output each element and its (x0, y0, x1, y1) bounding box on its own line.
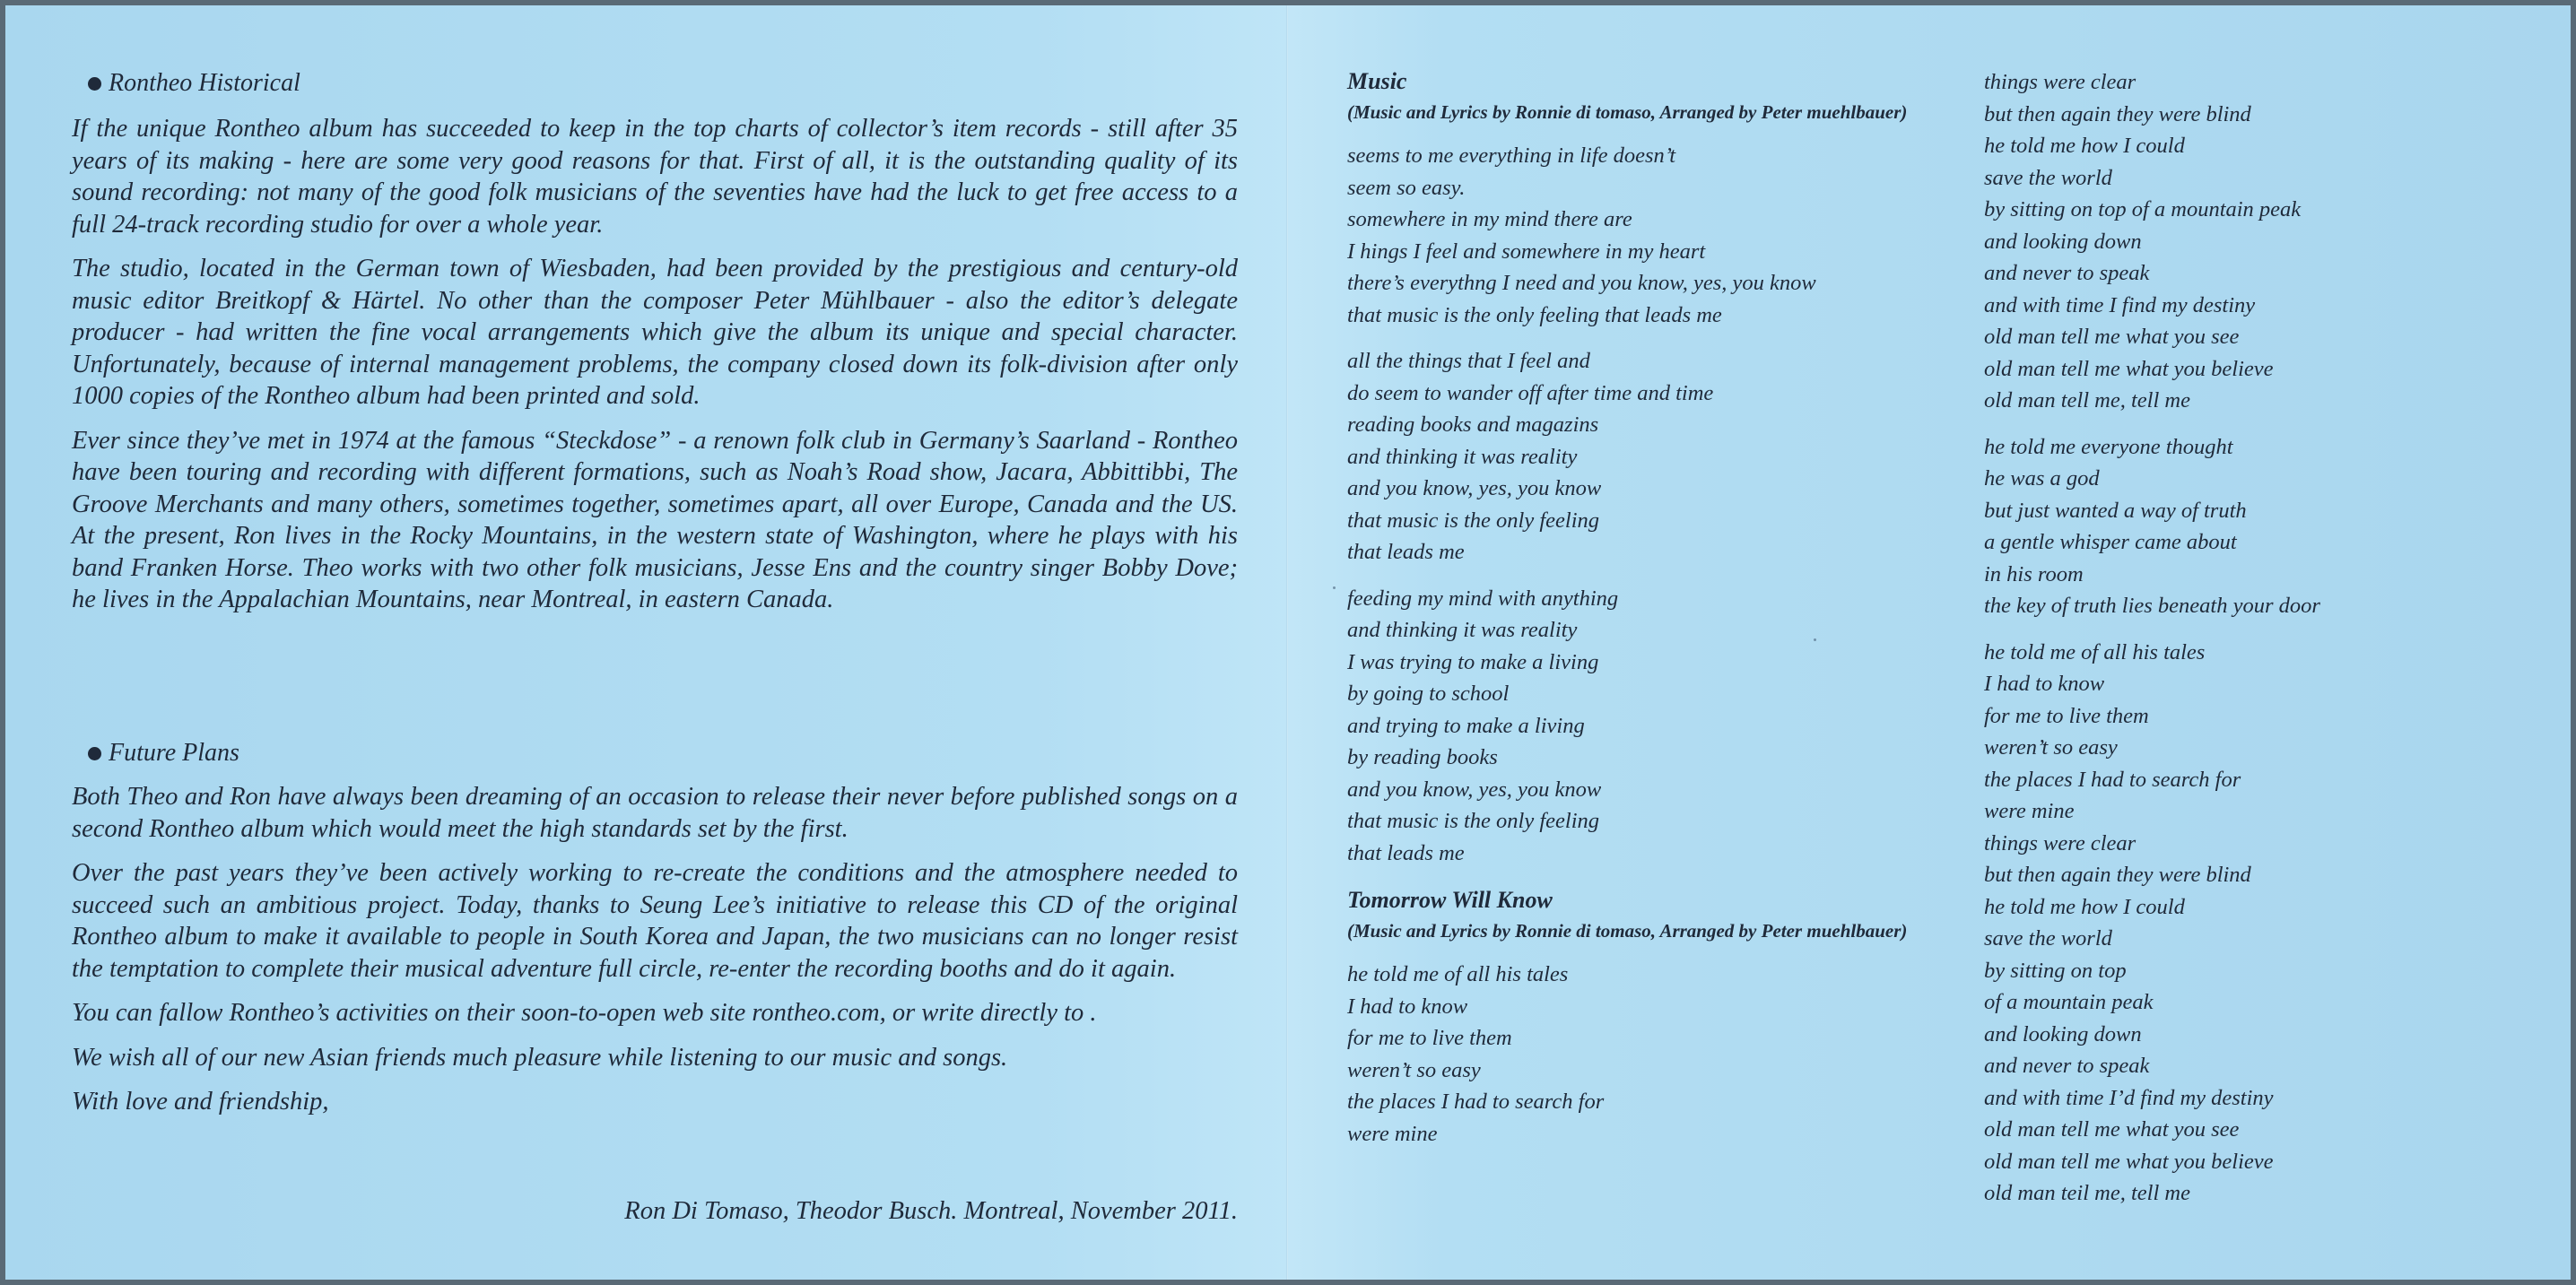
lyric-line: and looking down (1984, 1021, 2142, 1046)
section-heading (72, 738, 1238, 768)
lyric-line: he told me how I could (1984, 894, 2185, 919)
lyric-line: that music is the only feeling that leads me (1347, 302, 1722, 327)
lyric-line: he was a god (1984, 466, 2100, 491)
lyric-line: things were clear (1984, 70, 2137, 94)
stanza (1347, 583, 1921, 870)
lyric-line: the places I had to search for (1347, 1090, 1605, 1114)
paragraph: Both Theo and Ron have always been dreaming of an occasion to release their never before published songs on a second Rontheo album which would meet the high standards set by the first. (72, 783, 1238, 843)
lyric-line: a gentle whisper came about (1984, 530, 2237, 554)
paragraph: You can fallow Rontheo’s activities on their soon-to-open web site rontheo.com, or write directly to . (72, 999, 1097, 1027)
lyric-line: weren’t so easy (1984, 735, 2118, 760)
lyric-line: old man teil me, tell me (1984, 1181, 2190, 1205)
lyric-line: old man tell me what you believe (1984, 356, 2274, 381)
lyric-line: seem so easy. (1347, 175, 1466, 200)
stanza (1347, 959, 1921, 1150)
lyric-line: and never to speak (1984, 261, 2150, 285)
lyric-line: I was trying to make a living (1347, 649, 1599, 674)
lyric-line: old man tell me what you see (1984, 325, 2240, 349)
right-page (1288, 5, 2571, 1280)
lyric-line: by reading books (1347, 745, 1498, 769)
lyric-line: but then again they were blind (1984, 101, 2251, 126)
paragraph: Ever since they’ve met in 1974 at the famous “Steckdose” - a renown folk club in Germany’s Saarland - Rontheo have been touring and recording with different formations, such as Noah’s Road show, Jacara, Abbittibbi, The Groove Merchants and many others, sometimes together, sometimes apart, all over Europe, Canada and the US. At the present, Ron lives in the Rocky Mountains, in the western state of Washington, where he plays with his band Franken Horse. Theo works with two other folk musicians, Jesse Ens and the country singer Bobby Dove; he lives in the Appalachian Mountains, near Montreal, in eastern Canada. (72, 426, 1238, 613)
lyric-line: the places I had to search for (1984, 767, 2241, 792)
lyric-line: all the things that I feel and (1347, 349, 1590, 373)
lyric-line: old man tell me, tell me (1984, 388, 2190, 412)
lyric-line: weren’t so easy (1347, 1057, 1481, 1082)
lyric-line: save the world (1984, 165, 2112, 190)
bullet-icon (88, 77, 101, 91)
lyric-line: were mine (1984, 799, 2075, 823)
print-speck (1333, 586, 1336, 589)
lyric-line: and you know, yes, you know (1347, 777, 1602, 802)
lyric-line: seems to me everything in life doesn’t (1347, 143, 1676, 168)
lyric-line: that leads me (1347, 540, 1465, 564)
lyric-line: I had to know (1984, 672, 2105, 696)
lyric-line: somewhere in my mind there are (1347, 207, 1632, 231)
lyric-line: and never to speak (1984, 1054, 2150, 1078)
lyric-line: I had to know (1347, 994, 1468, 1019)
stanza (1347, 140, 1921, 331)
lyric-line: save the world (1984, 926, 2112, 951)
stanza (1347, 345, 1921, 569)
lyric-line: were mine (1347, 1121, 1438, 1146)
lyric-line: he told me of all his tales (1984, 639, 2206, 664)
lyric-line: that leads me (1347, 840, 1465, 865)
stanza (1984, 637, 2320, 1210)
lyric-line: in his room (1984, 561, 2084, 586)
lyric-line: do seem to wander off after time and time (1347, 380, 1714, 405)
section-heading-text: Rontheo Historical (109, 69, 300, 97)
paragraph: We wish all of our new Asian friends much pleasure while listening to our music and songs. (72, 1043, 1008, 1072)
lyric-line: and trying to make a living (1347, 713, 1585, 738)
song-lyrics (1347, 140, 1921, 869)
song-lyrics (1984, 66, 2320, 1210)
section-rontheo-historical (72, 68, 1238, 629)
song-lyrics (1347, 959, 1921, 1150)
print-speck (1814, 638, 1816, 641)
lyric-line: and thinking it was reality (1347, 444, 1578, 469)
signature: Ron Di Tomaso, Theodor Busch. Montreal, November 2011. (624, 1197, 1238, 1225)
section-heading (72, 68, 1238, 99)
lyric-line: old man tell me what you believe (1984, 1149, 2274, 1174)
lyric-line: for me to live them (1347, 1026, 1512, 1050)
lyric-line: and with time I find my destiny (1984, 292, 2256, 317)
lyric-line: that music is the only feeling (1347, 508, 1600, 533)
left-page (5, 5, 1288, 1280)
lyric-line: that music is the only feeling (1347, 809, 1600, 833)
lyric-line: he told me of all his tales (1347, 962, 1569, 986)
paragraph: If the unique Rontheo album has succeeded to keep in the top charts of collector’s item records - still after 35 years of its making - here are some very good reasons for that. First of all, it is the outstanding quality of its sound recording: not many of the good folk musicians of the seventies have had the luck to get free access to a full 24-track recording studio for over a whole year. (72, 115, 1238, 239)
cd-booklet-spread (5, 5, 2571, 1280)
paragraph: The studio, located in the German town of Wiesbaden, had been provided by the prestigious and century-old music editor Breitkopf & Härtel. No other than the composer Peter Mühlbauer - also the editor’s delegate producer - had written the fine vocal arrangements which give the album its unique and special character. Unfortunately, because of internal management problems, the company closed down its folk-division after only 1000 copies of the Rontheo album had been printed and sold. (72, 255, 1238, 410)
song-credit: (Music and Lyrics by Ronnie di tomaso, Arranged by Peter muehlbauer) (1347, 920, 1908, 942)
lyric-line: there’s everythng I need and you know, yes, you know (1347, 271, 1816, 295)
lyric-line: by sitting on top of a mountain peak (1984, 197, 2302, 221)
bullet-icon (88, 747, 101, 760)
stanza (1984, 66, 2320, 417)
lyric-line: I hings I feel and somewhere in my heart (1347, 239, 1706, 264)
lyric-line: he told me everyone thought (1984, 434, 2233, 459)
lyric-line: and with time I’d find my destiny (1984, 1085, 2274, 1110)
lyric-line: by going to school (1347, 682, 1510, 706)
lyric-line: but just wanted a way of truth (1984, 498, 2247, 523)
paragraph: Over the past years they’ve been actively working to re-create the conditions and the atmosphere needed to succeed such an ambitious project. Today, thanks to Seung Lee’s initiative to release this CD of the original Rontheo album to make it available to people in South Korea and Japan, the two musicians can no longer resist the temptation to complete their musical adventure full circle, re-enter the recording booths and do it again. (72, 859, 1238, 983)
section-future-plans (72, 738, 1238, 1131)
song-title: Music (1347, 68, 1407, 94)
lyrics-column-1 (1347, 66, 1921, 1164)
lyric-line: reading books and magazins (1347, 412, 1599, 437)
lyric-line: and you know, yes, you know (1347, 476, 1602, 500)
lyric-line: but then again they were blind (1984, 863, 2251, 887)
song-credit: (Music and Lyrics by Ronnie di tomaso, Arranged by Peter muehlbauer) (1347, 101, 1908, 123)
lyric-line: the key of truth lies beneath your door (1984, 594, 2320, 618)
paragraph: With love and friendship, (72, 1088, 329, 1116)
lyric-line: he told me how I could (1984, 134, 2185, 158)
lyric-line: by sitting on top (1984, 958, 2127, 983)
lyric-line: things were clear (1984, 830, 2137, 855)
song-title: Tomorrow Will Know (1347, 887, 1553, 913)
lyric-line: old man tell me what you see (1984, 1117, 2240, 1142)
lyric-line: for me to live them (1984, 703, 2149, 728)
lyrics-column-2 (1984, 66, 2320, 1224)
stanza (1984, 431, 2320, 622)
lyric-line: and thinking it was reality (1347, 618, 1578, 642)
lyric-line: of a mountain peak (1984, 990, 2154, 1014)
section-heading-text: Future Plans (109, 739, 239, 767)
lyric-line: feeding my mind with anything (1347, 586, 1619, 611)
lyric-line: and looking down (1984, 229, 2142, 254)
